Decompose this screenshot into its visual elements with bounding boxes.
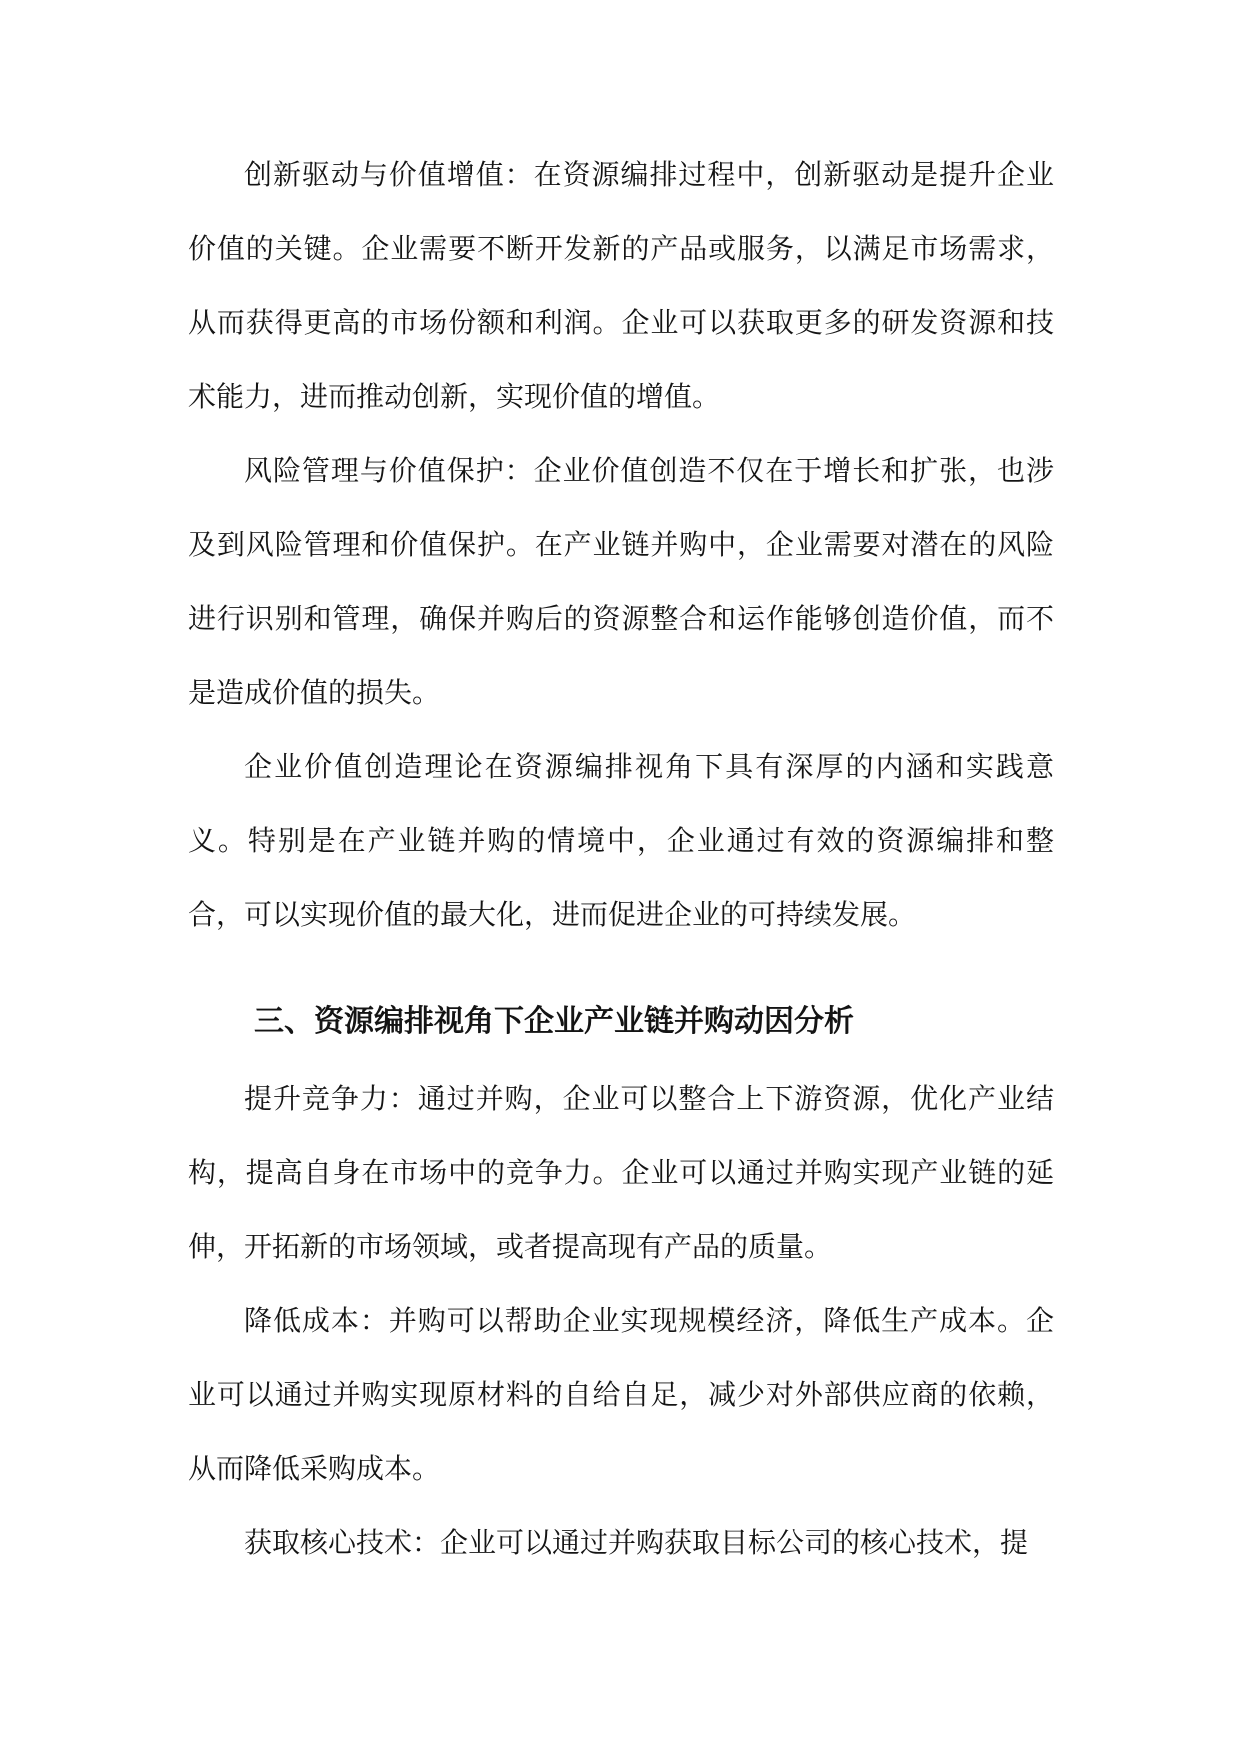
paragraph-competitiveness: 提升竞争力：通过并购，企业可以整合上下游资源，优化产业结构，提高自身在市场中的竞争力。企业可以通过并购实现产业链的延伸，开拓新的市场领域，或者提高现有产品的质量。 — [188, 1082, 1054, 1263]
section-heading: 三、资源编排视角下企业产业链并购动因分析 — [254, 1004, 854, 1039]
paragraph-risk-management: 风险管理与价值保护：企业价值创造不仅在于增长和扩张，也涉及到风险管理和价值保护。在产业链并购中，企业需要对潜在的风险进行识别和管理，确保并购后的资源整合和运作能够创造价值，而不是造成价值的损失。 — [188, 454, 1054, 709]
paragraph-innovation-value: 创新驱动与价值增值：在资源编排过程中，创新驱动是提升企业价值的关键。企业需要不断开发新的产品或服务，以满足市场需求，从而获得更高的市场份额和利润。企业可以获取更多的研发资源和技术能力，进而推动创新，实现价值的增值。 — [188, 158, 1054, 413]
document-body — [188, 138, 1054, 1580]
paragraph-core-technology: 获取核心技术：企业可以通过并购获取目标公司的核心技术，提 — [244, 1526, 1029, 1559]
paragraph-value-creation-theory: 企业价值创造理论在资源编排视角下具有深厚的内涵和实践意义。特别是在产业链并购的情境中，企业通过有效的资源编排和整合，可以实现价值的最大化，进而促进企业的可持续发展。 — [188, 750, 1054, 931]
paragraph-cost-reduction: 降低成本：并购可以帮助企业实现规模经济，降低生产成本。企业可以通过并购实现原材料的自给自足，减少对外部供应商的依赖，从而降低采购成本。 — [188, 1304, 1054, 1485]
